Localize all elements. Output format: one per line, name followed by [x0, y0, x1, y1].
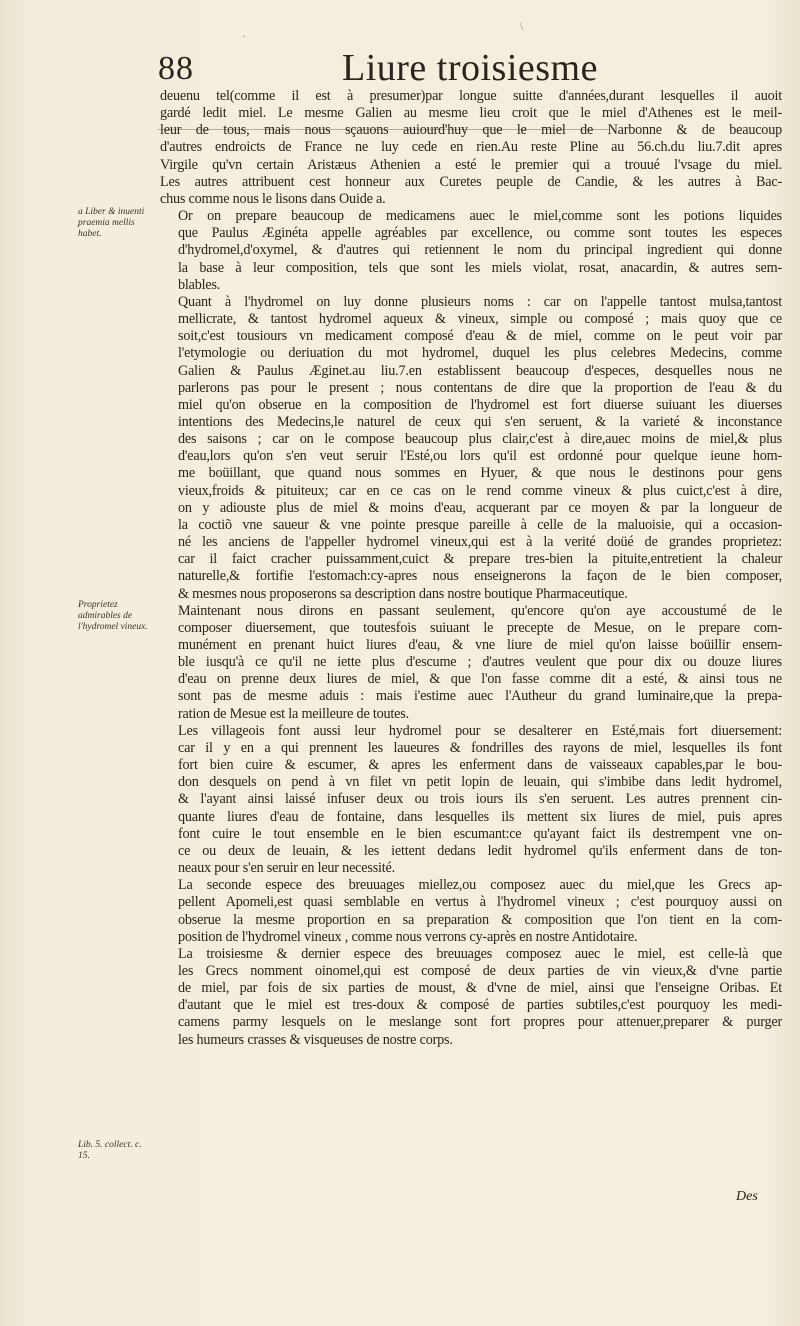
ink-mark: · [242, 32, 246, 43]
text-line: car il y en a qui prennent les laueures & fondrilles des rayons de miel, lesquelles ils font [178, 739, 782, 756]
text-line: la coctiõ vne saueur & vne pointe presque pareille à celle de la maluoisie, qui a occasion- [178, 516, 782, 533]
text-line: d'autant que le miel est tres-doux & composé de parties subtiles,c'est pourquoy les medi- [178, 997, 782, 1014]
text-line: soit,c'est tousiours vn medicament composé d'eau & de miel, comme on le peut voir par [178, 328, 782, 345]
text-line: blables. [178, 276, 221, 293]
margin-note-oribas: Lib. 5. collect. c. 15. [78, 1140, 142, 1161]
text-line: d'eau,lors qu'on s'en veut seruir l'Esté,ou lors qu'il est ordonné pour quelque ieune hom- [178, 448, 782, 465]
text-line: né les anciens de l'appeller hydromel vineux,qui est à la verité doüé de grandes proprietez: [178, 534, 782, 551]
text-line: gardé ledit miel. Le mesme Galien au mesme lieu croit que le miel d'Athenes est le meil- [160, 105, 782, 122]
text-line: ce ou deux de leuain, & les iettent dedans ledit hydromel qu'ils enferment dans de ton- [178, 842, 782, 859]
text-line: Les villageois font aussi leur hydromel pour se desalterer en Esté,mais fort diuersement: [178, 722, 782, 739]
text-line: Virgile qu'vn certain Aristæus Athenien a esté le premier qui a trouué l'vsage du miel. [160, 156, 782, 173]
text-line: & mesmes nous proposerons sa description dans nostre boutique Pharmaceutique. [178, 585, 628, 602]
catchword: Des [736, 1189, 758, 1204]
text-line: de miel, par fois de six parties de moust, & d'vne de miel, ainsi que l'enseigne Oribas. Et [178, 980, 782, 997]
text-line: vieux,froids & pituiteux; car en ce cas on le rend comme vineux & plus cuict,c'est à dire, [178, 482, 782, 499]
text-line: d'autres endroicts de France ne luy cede en rien.Au reste Pline au 56.ch.du liu.7.dit apres [160, 139, 782, 156]
text-line: Maintenant nous dirons en passant seulement, qu'encore qu'on aye accoustumé de le [178, 602, 782, 619]
text-line: deuenu tel(comme il est à presumer)par longue suitte d'années,durant lesquelles il auoit [160, 88, 782, 104]
text-line: d'hydromel,d'oxymel, & d'autres qui retiennent le nom du principal ingredient qui donne [178, 242, 782, 259]
text-line: quante liures d'eau de fontaine, dans lesquelles ils mettent six liures de miel, puis apres [178, 808, 782, 825]
text-line: Quant à l'hydromel on luy donne plusieurs noms : car on l'appelle tantost mulsa,tantost [178, 293, 782, 310]
paragraph [160, 723, 782, 877]
text-line: les Grecs nomment oinomel,qui est composé de deux parties de vin vieux,& d'vne partie [178, 962, 782, 979]
text-line: obserue la mesme proportion en sa preparation & composition que l'on tient en la com- [178, 911, 782, 928]
text-line: que Paulus Æginéta appelle agréables par excellence, ou comme sont toutes les especes [178, 225, 782, 242]
text-line: pellent Apomeli,est quasi semblable en vertus à l'hydromel vineux ; c'est pourquoy aussi on [178, 894, 782, 911]
text-line: les humeurs crasses & visqueuses de nostre corps. [178, 1031, 453, 1048]
ink-mark: \ [520, 22, 523, 33]
text-line: position de l'hydromel vineux , comme nous verrons cy-après en nostre Antidotaire. [178, 928, 638, 945]
text-line: des saisons ; car on le compose beaucoup plus clair,c'est à dire,auec moins de miel,& plus [178, 431, 782, 448]
text-line: leur de tous, mais nous sçauons auiourd'huy que le miel de Narbonne & de beaucoup [160, 122, 782, 139]
text-line: fort bien cuire & escumer, & apres les enferment dans de vaisseaux capables,par le bou- [178, 757, 782, 774]
margin-note-proprietez: Proprietez admirables de l'hydromel vineux. [78, 600, 148, 632]
text-line: ration de Mesue est la meilleure de toutes. [178, 705, 409, 722]
margin-note-ovid: a Liber & inuenti praemia mellis habet. [78, 207, 145, 239]
running-title: Liure troisiesme [342, 47, 598, 89]
text-line: l'etymologie ou deriuation du mot hydromel, duquel les plus celebres Medecins, comme [178, 345, 782, 362]
main-text [160, 88, 782, 1049]
text-line: Or on prepare beaucoup de medicamens auec le miel,comme sont les potions liquides [178, 208, 782, 225]
text-line: font cuire le tout ensemble en le bien escumant:ce qu'ayant faict ils destrempent vne on- [178, 825, 782, 842]
page-header [0, 44, 800, 90]
paragraph [160, 877, 782, 946]
text-line: neaux pour s'en seruir en leur necessité. [178, 860, 395, 877]
text-line: don desquels on pend à vn filet vn petit lopin de leuain, qui s'imbibe dans ledit hydromel, [178, 774, 782, 791]
text-line: Les autres attribuent cest honneur aux Curetes peuple de Candie, & les autres à Bac- [160, 173, 782, 190]
text-line: chus comme nous le lisons dans Ouide a. [160, 190, 386, 207]
text-line: munément en prenant huict liures d'eau, & vne liure de miel qu'on laisse boüillir ensem- [178, 637, 782, 653]
text-line: miel qu'on obserue en la composition de l'hydromel est fort diuerse suiuant les diuerses [178, 396, 782, 413]
text-line: ble iusqu'à ce qu'il ne iette plus d'escume ; d'autres veulent que pour dix ou douze liures [178, 654, 782, 671]
page-number: 88 [158, 50, 194, 87]
paragraph [160, 294, 782, 603]
text-line: & l'ayant ainsi laissé infuser deux ou trois iours ils s'en seruent. Les autres prennent cin- [178, 791, 782, 808]
text-line: Galien & Paulus Æginet.au liu.7.en establissent beaucoup d'especes, desquelles nous ne [178, 362, 782, 379]
text-line: La seconde espece des breuuages miellez,ou composez auec du miel,que les Grecs ap- [178, 877, 782, 894]
text-line: La troisiesme & dernier espece des breuuages composez auec le miel, est celle-là que [178, 945, 782, 962]
text-line: naturelle,& fortifie l'estomach:cy-apres nous enseignerons la façon de le bien composer, [178, 568, 782, 585]
text-line: sont pas de mesme aduis : mais i'estime auec l'Autheur du grand luminaire,que la prepa- [178, 688, 782, 705]
paragraph [160, 208, 782, 294]
text-line: me boüillant, que quand nous sommes en Hyuer, & que nous le destinons pour gens [178, 465, 782, 482]
text-line: car il faict cracher puissamment,cuict & prepare tres-bien la pituite,entretient la chaleur [178, 551, 782, 568]
text-line: on y adiouste plus de miel & moins d'eau, acquerant par ce moyen & par la longueur de [178, 499, 782, 516]
paragraph [160, 603, 782, 723]
text-line: d'eau on prenne deux liures de miel, & que l'on fasse comme dit a esté, & ainsi tous ne [178, 671, 782, 688]
text-line: camens parmy lesquels on le meslange sont fort propres pour attenuer,preparer & purger [178, 1014, 782, 1031]
text-line: parlerons pas pour le present ; nous contentans de dire que la proportion de l'eau & du [178, 379, 782, 396]
paragraph [160, 88, 782, 208]
text-line: intentions des Medecins,le naturel de ceux qui s'en seruent, & la varieté & inconstance [178, 413, 782, 430]
paragraph [160, 946, 782, 1049]
text-line: mellicrate, & tantost hydromel aqueux & vineux, simple ou composé ; mais quoy que ce [178, 311, 782, 328]
text-line: composer diuersement, que toutesfois suiuant le precepte de Mesue, on le prepare com- [178, 619, 782, 636]
text-line: la base à leur composition, tels que sont les miels violat, rosat, anacardin, & autres sem- [178, 259, 782, 276]
